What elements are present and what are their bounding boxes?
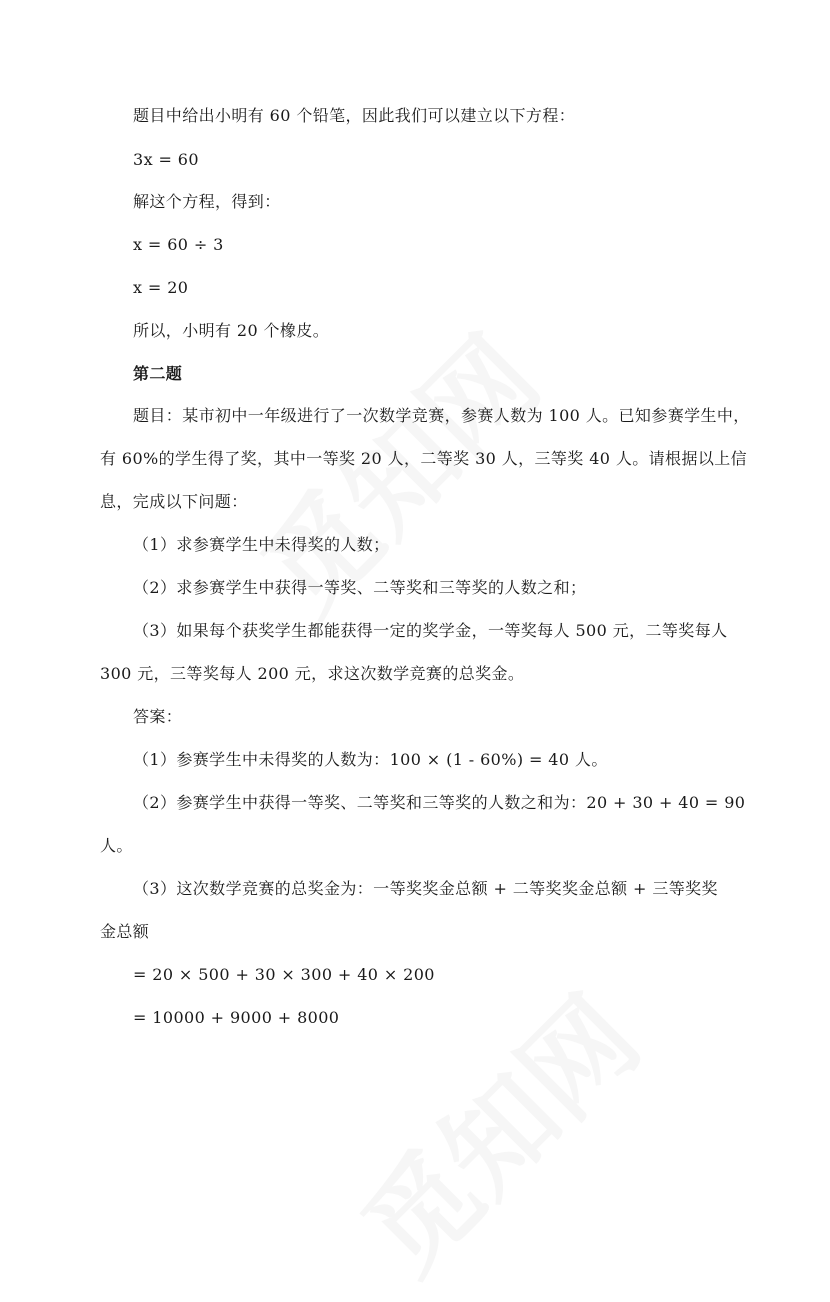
question-item: （2）求参赛学生中获得一等奖、二等奖和三等奖的人数之和； [133, 578, 587, 597]
equation-line: 3x = 60 [133, 150, 199, 169]
question-item: （1）求参赛学生中未得奖的人数； [133, 535, 390, 554]
answer-item: （3）这次数学竞赛的总奖金为：一等奖奖金总额 + 二等奖奖金总额 + 三等奖奖 [133, 879, 718, 898]
paragraph-line: 解这个方程，得到： [133, 192, 281, 211]
paragraph-line: 题目中给出小明有 60 个铅笔，因此我们可以建立以下方程： [133, 106, 576, 125]
paragraph-line: 题目：某市初中一年级进行了一次数学竞赛，参赛人数为 100 人。已知参赛学生中， [133, 406, 750, 425]
paragraph-line: 息，完成以下问题： [100, 492, 248, 511]
equation-line: = 10000 + 9000 + 8000 [133, 1008, 340, 1027]
answer-item: （1）参赛学生中未得奖的人数为：100 × (1 - 60%) = 40 人。 [133, 750, 608, 769]
equation-line: = 20 × 500 + 30 × 300 + 40 × 200 [133, 965, 435, 984]
watermark [322, 956, 667, 1301]
paragraph-line: 有 60%的学生得了奖，其中一等奖 20 人，二等奖 30 人，三等奖 40 人。请根据以上信 [100, 449, 748, 468]
section-heading: 第二题 [133, 364, 183, 383]
answer-item: 金总额 [100, 922, 150, 941]
answer-item: （2）参赛学生中获得一等奖、二等奖和三等奖的人数之和为：20 + 30 + 40 = 90 [133, 793, 746, 812]
paragraph-line: 所以，小明有 20 个橡皮。 [133, 321, 330, 340]
answer-item: 人。 [100, 836, 133, 855]
equation-line: x = 60 ÷ 3 [133, 235, 224, 254]
question-item: 300 元，三等奖每人 200 元，求这次数学竞赛的总奖金。 [100, 664, 525, 683]
answer-heading: 答案： [133, 707, 183, 726]
question-item: （3）如果每个获奖学生都能获得一定的奖学金，一等奖每人 500 元，二等奖每人 [133, 621, 728, 640]
equation-line: x = 20 [133, 278, 189, 297]
